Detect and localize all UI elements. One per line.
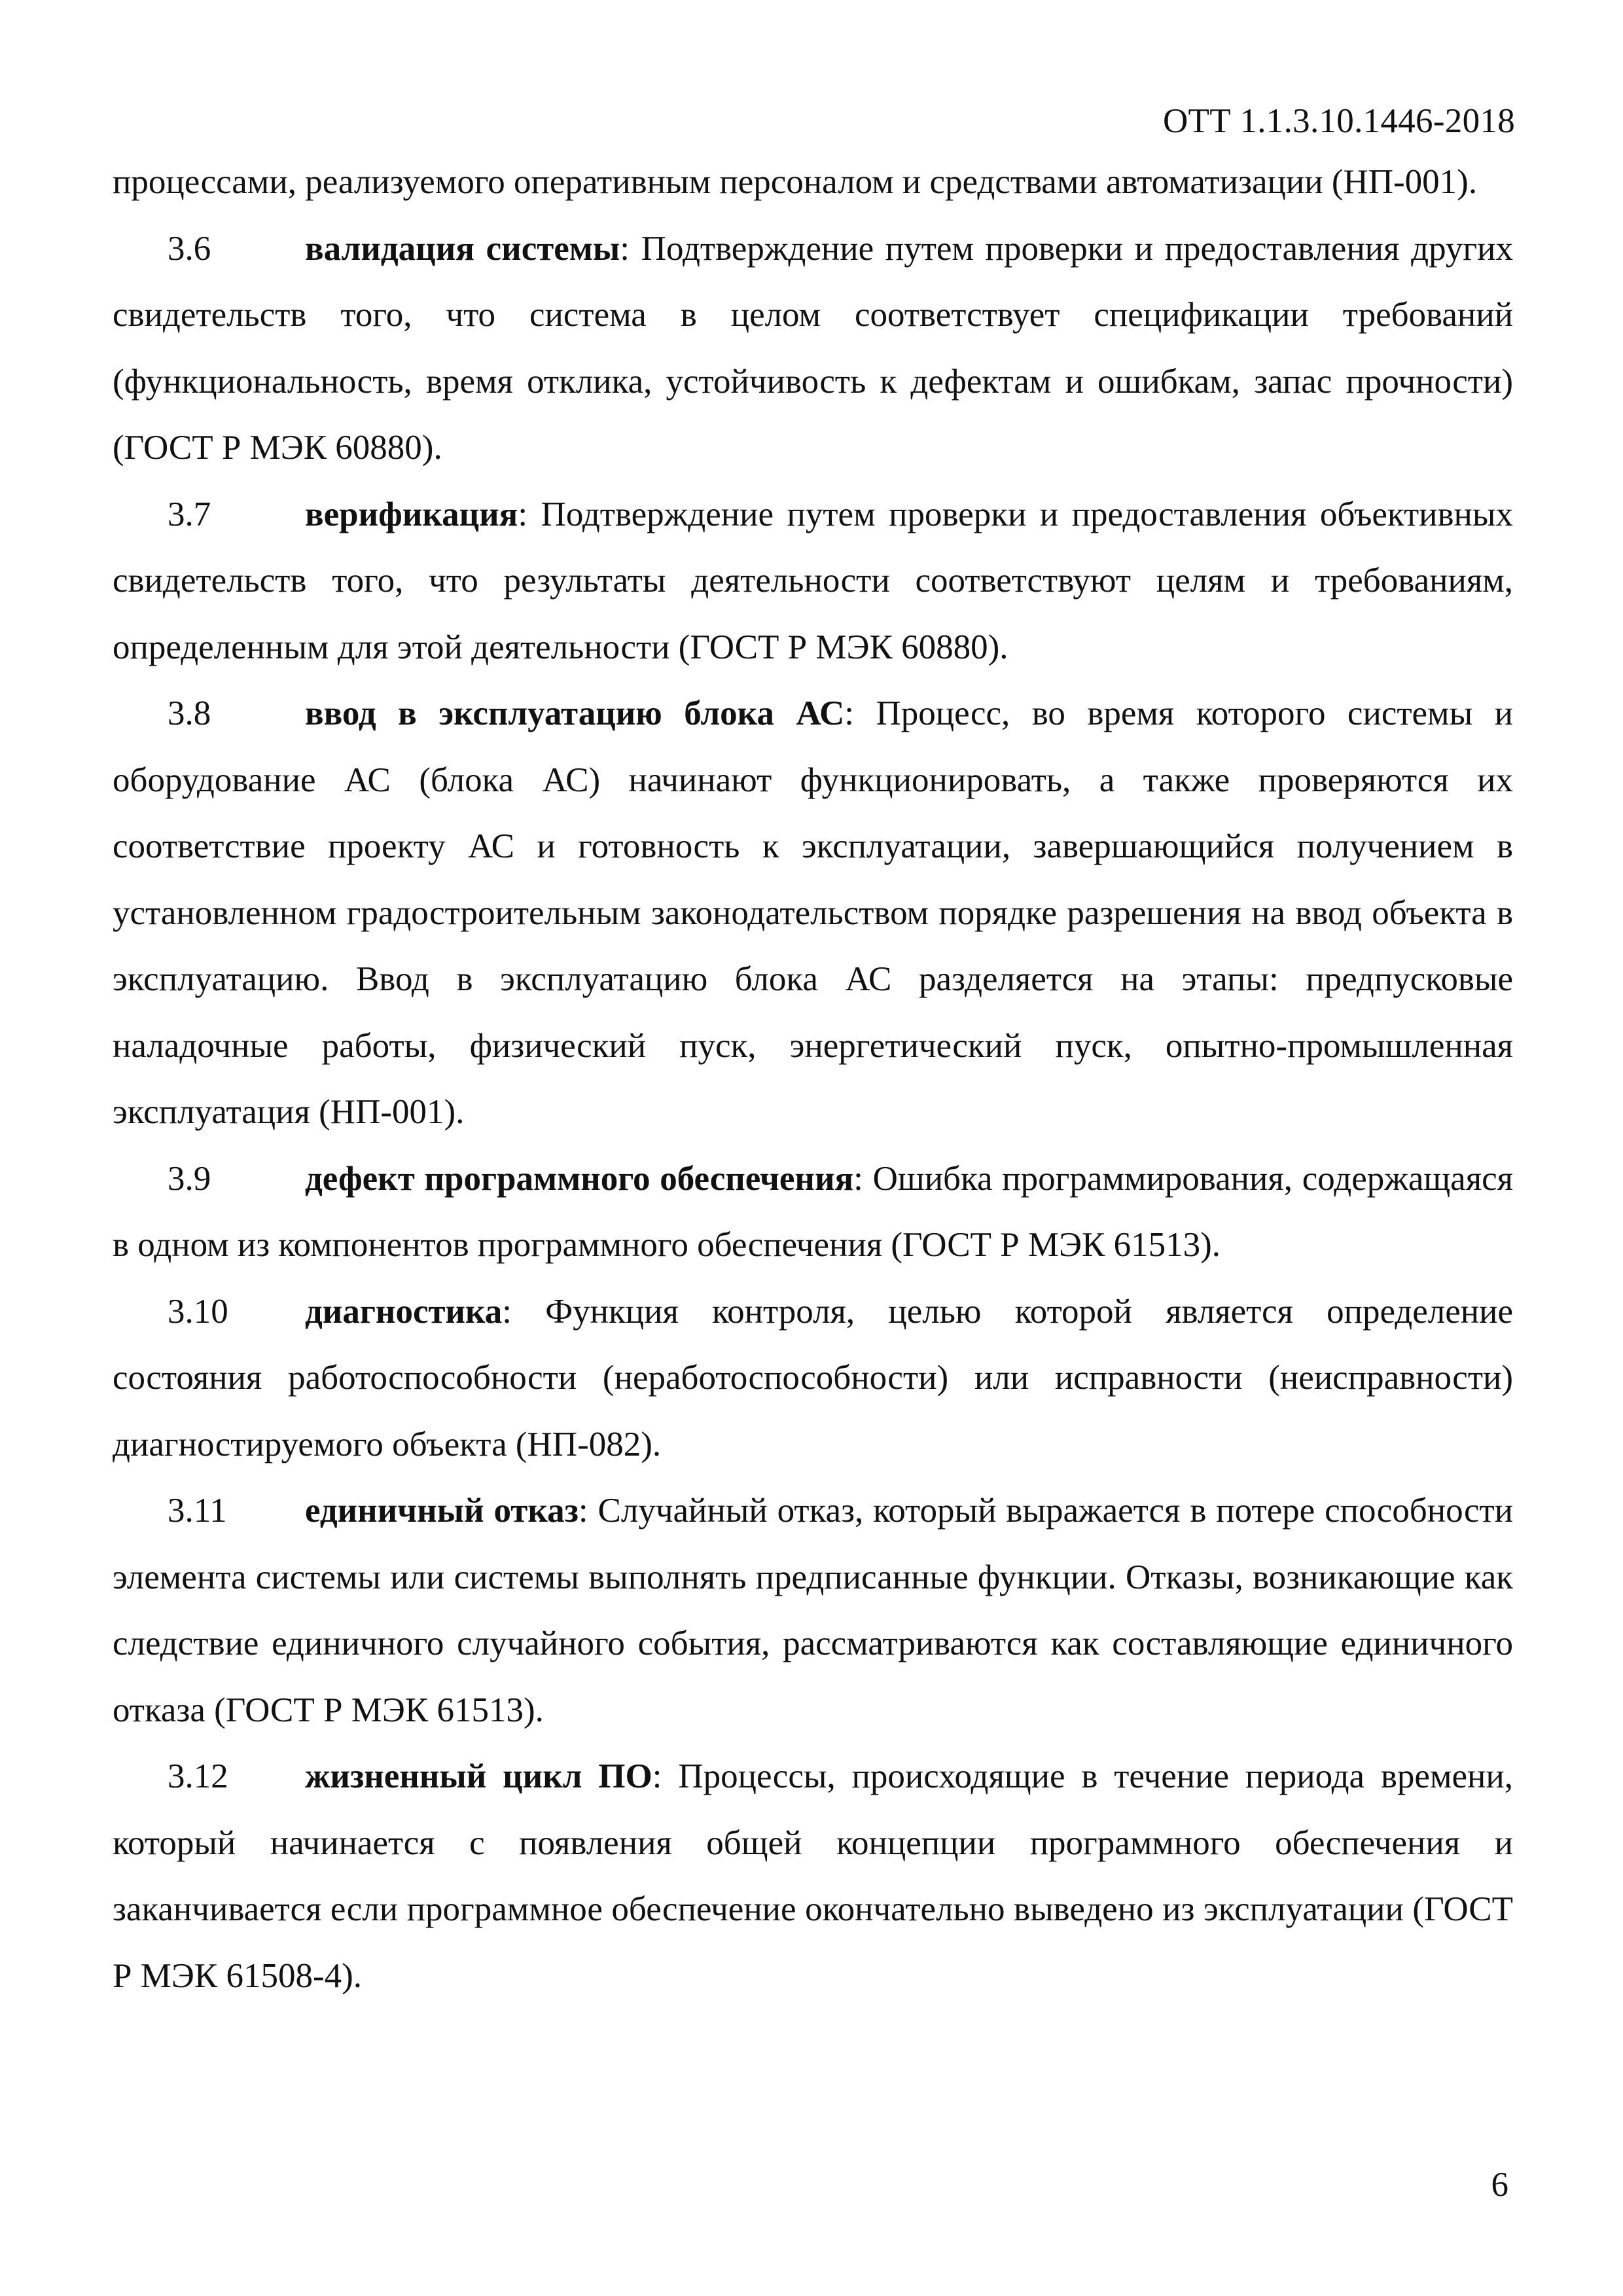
clause-number: 3.8 [168, 694, 211, 732]
clause-number: 3.10 [168, 1292, 228, 1331]
term: валидация системы [305, 229, 620, 268]
page-number: 6 [1491, 2166, 1508, 2204]
continuation-paragraph: процессами, реализуемого оперативным персоналом и средствами автоматизации (НП-001). [113, 163, 1478, 201]
definition-text: : Процесс, во время которого системы и оборудование АС (блока АС) начинают функционировать, а также проверяются их соответствие проекту АС и готовность к эксплуатации, завершающийся получением в установленном градостроительным законодательством порядке разрешения на ввод объекта в эксплуатацию. Ввод в эксплуатацию блока АС разделяется на этапы: предпусковые наладочные работы, физический пуск, энергетический пуск, опытно-промышленная эксплуатация (НП-001). [113, 694, 1514, 1131]
term: жизненный цикл ПО [305, 1757, 652, 1795]
definition-3-10 [113, 1279, 1513, 1479]
clause-number: 3.7 [168, 495, 211, 533]
term: дефект программного обеспечения [305, 1159, 854, 1198]
definition-text: : Ошибка программирования, содержащаяся в одном из компонентов программного обеспечения (ГОСТ Р МЭК 61513). [113, 1159, 1513, 1264]
definition-3-12 [113, 1744, 1513, 2009]
definition-text: : Подтверждение путем проверки и предоставления объективных свидетельств того, что результаты деятельности соответствуют целям и требованиям, определенным для этой деятельности (ГОСТ Р МЭК 60880). [113, 495, 1513, 666]
definition-text: : Функция контроля, целью которой является определение состояния работоспособности (неработоспособности) или исправности (неисправности) диагностируемого объекта (НП-082). [113, 1292, 1513, 1463]
document-body [113, 149, 1513, 2009]
clause-number: 3.11 [168, 1492, 227, 1530]
document-code-header: ОТТ 1.1.3.10.1446-2018 [1162, 102, 1515, 140]
definition-text: : Процессы, происходящие в течение периода времени, который начинается с появления общей концепции программного обеспечения и заканчивается если программное обеспечение окончательно выведено из эксплуатации (ГОСТ Р МЭК 61508-4). [113, 1757, 1513, 1995]
definition-3-7 [113, 482, 1513, 681]
definition-3-11 [113, 1478, 1513, 1744]
definition-3-9 [113, 1146, 1513, 1279]
clause-number: 3.9 [168, 1159, 211, 1198]
definition-3-6 [113, 216, 1513, 482]
term: диагностика [305, 1292, 503, 1331]
term: ввод в эксплуатацию блока АС [305, 694, 845, 732]
definition-text: : Подтверждение путем проверки и предоставления других свидетельств того, что система в целом соответствует спецификации требований (функциональность, время отклика, устойчивость к дефектам и ошибкам, запас прочности) (ГОСТ Р МЭК 60880). [113, 229, 1514, 467]
definition-text: : Случайный отказ, который выражается в потере способности элемента системы или системы выполнять предписанные функции. Отказы, возникающие как следствие единичного случайного события, рассматриваются как составляющие единичного отказа (ГОСТ Р МЭК 61513). [113, 1492, 1513, 1729]
term: верификация [305, 495, 518, 533]
definition-3-8 [113, 681, 1513, 1146]
term: единичный отказ [305, 1492, 579, 1530]
clause-number: 3.6 [168, 229, 211, 268]
clause-number: 3.12 [168, 1757, 228, 1795]
